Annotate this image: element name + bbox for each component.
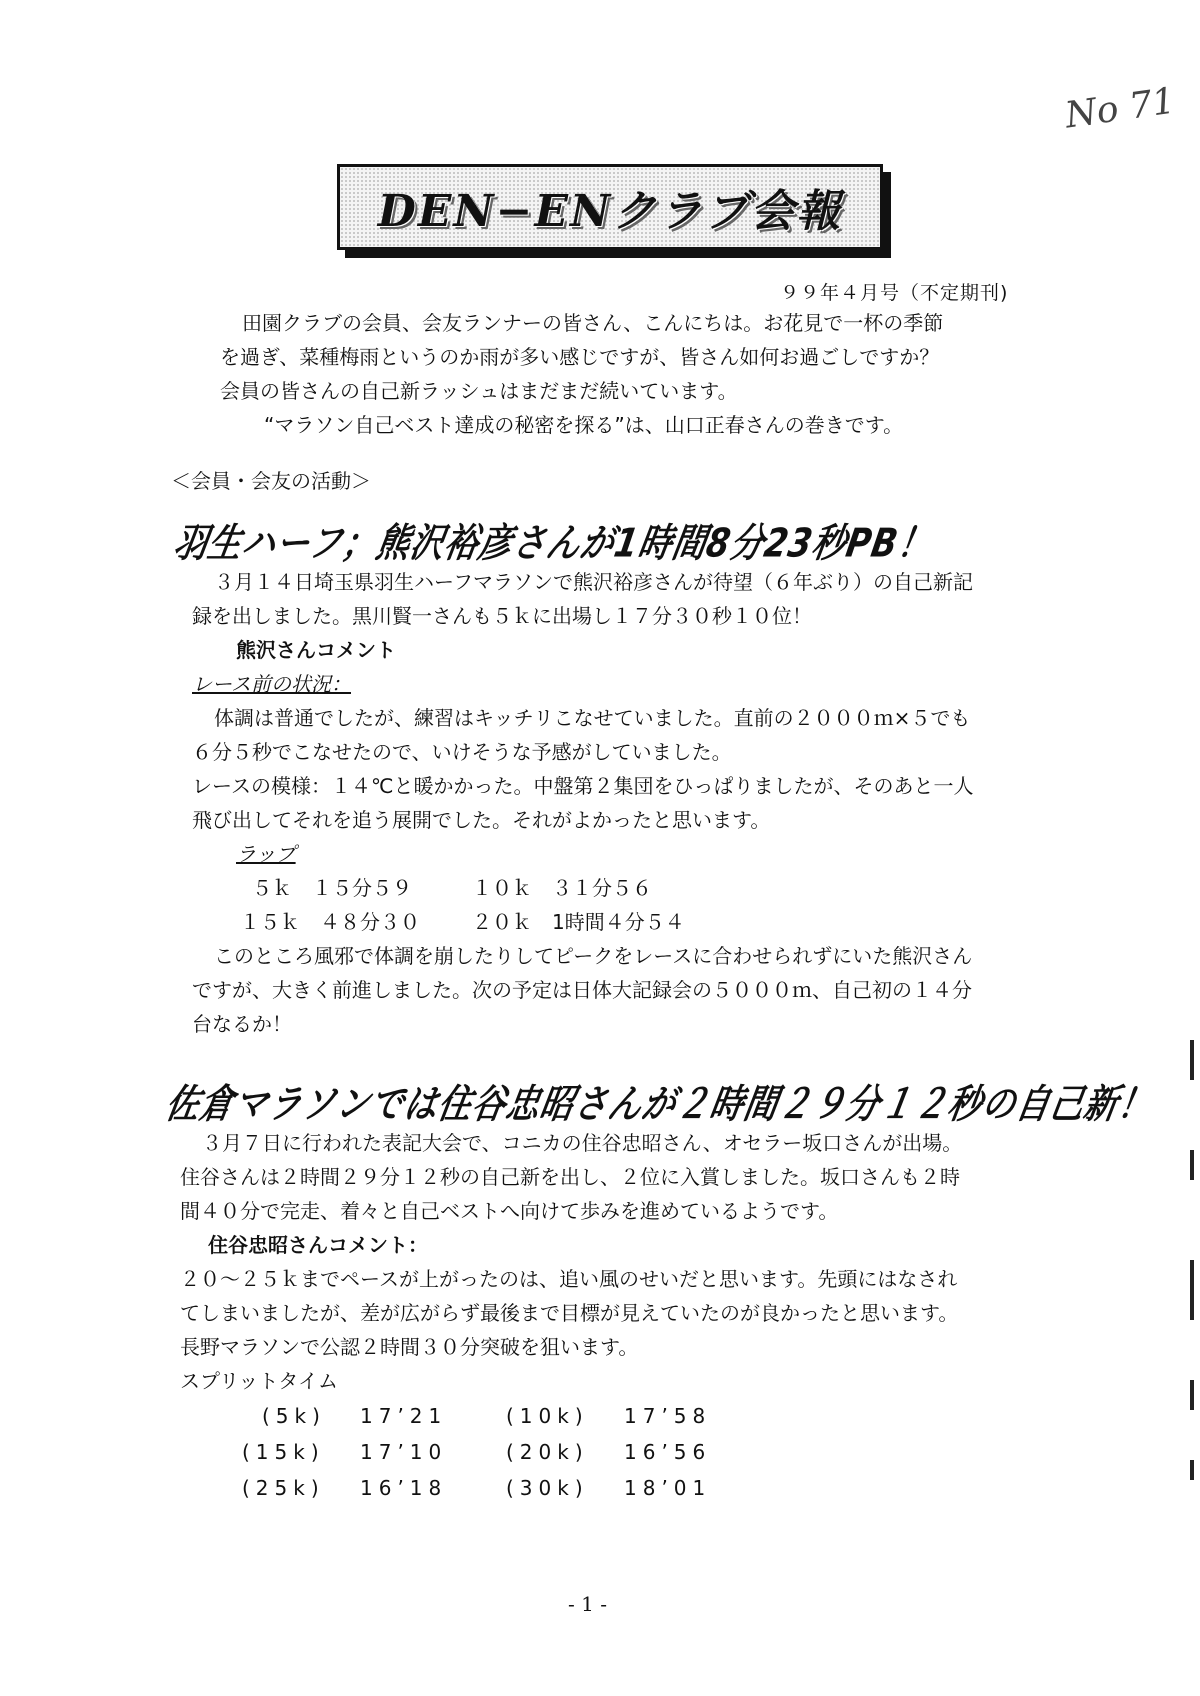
scan-mark xyxy=(1190,1040,1194,1080)
scan-mark xyxy=(1190,1260,1194,1320)
split-cell: 17’58 xyxy=(624,1404,712,1428)
split-cell: 16’18 xyxy=(360,1476,448,1500)
lap-row xyxy=(192,871,973,905)
comment-line: てしまいましたが、差が広がらず最後まで目標が見えていたのが良かったと思います。 xyxy=(180,1301,959,1325)
masthead-box xyxy=(337,164,883,250)
split-cell: (5k) xyxy=(262,1404,326,1428)
scan-mark xyxy=(1190,1460,1194,1480)
article2-headline: 佐倉マラソンでは住谷忠昭さんが２時間２９分１２秒の自己新！ xyxy=(162,1080,1157,1127)
lap-cell: ２０ｋ 1時間４分５４ xyxy=(472,910,685,934)
split-cell: (15k) xyxy=(242,1440,325,1464)
pre-race-line: 体調は普通でしたが、練習はキッチリこなせていました。直前の２０００ｍ×５でも xyxy=(214,706,971,730)
article1-headline: 羽生ハーフ；熊沢裕彦さんが1時間8分23秒PB！ xyxy=(170,519,937,566)
lap-cell: １５ｋ ４８分３０ xyxy=(240,910,420,934)
lap-cell: １０ｋ ３１分５６ xyxy=(472,876,652,900)
lap-row xyxy=(192,905,973,939)
article2-line: ３月７日に行われた表記大会で、コニカの住谷忠昭さん、オセラー坂口さんが出場。 xyxy=(202,1131,963,1155)
issue-date: ９９年４月号（不定期刊) xyxy=(780,282,1009,304)
closing-line: このところ風邪で体調を崩したりしてピークをレースに合わせられずにいた熊沢さん xyxy=(214,944,973,968)
split-cell: (10k) xyxy=(506,1404,589,1428)
split-heading: スプリットタイム xyxy=(180,1369,338,1393)
closing-line: 台なるか！ xyxy=(192,1012,292,1036)
page-number: - 1 - xyxy=(568,1592,607,1616)
closing-line: ですが、大きく前進しました。次の予定は日体大記録会の５０００ｍ、自己初の１４分 xyxy=(192,978,972,1002)
split-cell: (20k) xyxy=(506,1440,589,1464)
masthead-title: DEN−ENクラブ会報 xyxy=(377,186,843,237)
split-cell: 16’56 xyxy=(624,1440,712,1464)
article1-body xyxy=(192,565,973,1041)
race-line: レースの模様：１４℃と暖かかった。中盤第２集団をひっぱりましたが、そのあと一人 xyxy=(192,774,974,798)
lap-cell: ５ｋ １５分５９ xyxy=(252,876,412,900)
split-cell: 17’21 xyxy=(360,1404,448,1428)
article1-comment-heading: 熊沢さんコメント xyxy=(236,638,396,662)
split-row xyxy=(180,1398,962,1434)
article2-line: 住谷さんは２時間２９分１２秒の自己新を出し、２位に入賞しました。坂口さんも２時 xyxy=(180,1165,960,1189)
article2-line: 間４０分で完走、着々と自己ベストへ向けて歩みを進めているようです。 xyxy=(180,1199,839,1223)
split-cell: 17’10 xyxy=(360,1440,448,1464)
article2-body xyxy=(180,1126,962,1506)
split-cell: (30k) xyxy=(506,1476,589,1500)
scan-edge-marks xyxy=(1174,1040,1200,1560)
intro-paragraph xyxy=(220,306,943,442)
intro-line: 会員の皆さんの自己新ラッシュはまだまだ続いています。 xyxy=(220,379,738,403)
scan-mark xyxy=(1190,1150,1194,1180)
intro-line: “マラソン自己ベスト達成の秘密を探る”は、山口正春さんの巻きです。 xyxy=(264,413,904,437)
article1-line: 録を出しました。黒川賢一さんも５ｋに出場し１７分３０秒１０位！ xyxy=(192,604,812,628)
article1-line: ３月１４日埼玉県羽生ハーフマラソンで熊沢裕彦さんが待望（６年ぶり）の自己新記 xyxy=(214,570,973,594)
comment-line: ２０〜２５ｋまでペースが上がったのは、追い風のせいだと思います。先頭にはなされ xyxy=(180,1267,958,1291)
split-cell: 18’01 xyxy=(624,1476,712,1500)
split-cell: (25k) xyxy=(242,1476,325,1500)
section-label: ＜会員・会友の活動＞ xyxy=(171,469,371,493)
intro-line: 田園クラブの会員、会友ランナーの皆さん、こんにちは。お花見で一杯の季節 xyxy=(242,311,944,335)
comment-line: 長野マラソンで公認２時間３０分突破を狙います。 xyxy=(180,1335,639,1359)
split-row xyxy=(180,1434,962,1470)
race-line: 飛び出してそれを追う展開でした。それがよかったと思います。 xyxy=(192,808,771,832)
article2-comment-heading: 住谷忠昭さんコメント： xyxy=(208,1233,428,1257)
pre-race-heading: レース前の状況： xyxy=(192,672,351,696)
pre-race-line: ６分５秒でこなせたので、いけそうな予感がしていました。 xyxy=(192,740,732,764)
lap-heading: ラップ xyxy=(236,842,296,866)
split-row xyxy=(180,1470,962,1506)
scan-mark xyxy=(1190,1380,1194,1410)
handwritten-note: No 71 xyxy=(1062,80,1178,137)
intro-line: を過ぎ、菜種梅雨というのか雨が多い感じですが、皆さん如何お過ごしですか？ xyxy=(220,345,940,369)
